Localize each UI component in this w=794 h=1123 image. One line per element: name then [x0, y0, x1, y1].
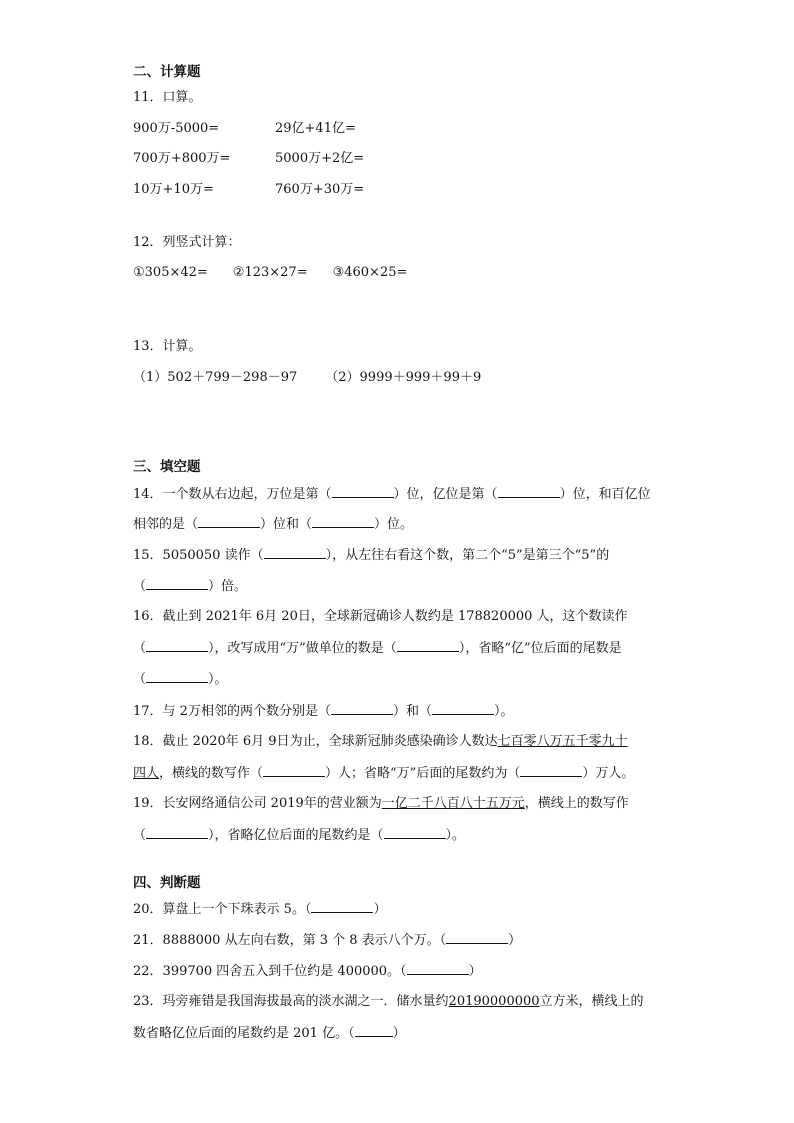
answer-blank[interactable]	[332, 485, 394, 498]
q12-item-2: ②123×27=	[232, 265, 308, 280]
q23-underlined-number: 20190000000	[448, 994, 540, 1009]
answer-blank[interactable]	[312, 515, 374, 528]
q16-text-e: （	[133, 672, 147, 687]
q14-text-d: 相邻的是（	[133, 517, 199, 532]
answer-blank[interactable]	[198, 515, 260, 528]
answer-blank[interactable]	[264, 546, 326, 559]
section-heading-calculation: 二、计算题	[133, 64, 201, 80]
q18-line-1	[133, 733, 628, 751]
q13-item-2: （2）9999＋999＋99＋9	[325, 370, 482, 385]
q11-item-5: 10万+10万=	[133, 182, 214, 197]
q14-line-2	[133, 515, 413, 534]
q14-text-e: ）位和（	[260, 517, 313, 532]
answer-blank[interactable]	[146, 577, 208, 590]
q14-text-f: ）位。	[374, 517, 414, 532]
answer-blank[interactable]	[397, 639, 459, 652]
q18-text-b: ，横线的数写作（	[159, 766, 264, 781]
answer-blank[interactable]	[498, 485, 560, 498]
q21-text-b: ）	[508, 933, 522, 948]
q22-text-a: 22．399700 四舍五入到千位约是 400000。（	[133, 964, 407, 979]
q11-item-3: 700万+800万=	[133, 151, 231, 166]
q15-line-1	[133, 546, 609, 565]
answer-blank[interactable]	[146, 826, 208, 839]
q19-text-b: ，横线上的数写作	[524, 796, 629, 811]
q19-text-d: ），省略亿位后面的尾数约是（	[208, 828, 384, 843]
q23-text-a: 23．玛旁雍错是我国海拔最高的淡水湖之一．储水量约	[133, 994, 449, 1009]
q11-title: 11．口算。	[133, 90, 202, 105]
q16-text-d: ），省略“亿”位后面的尾数是	[458, 641, 622, 656]
q12-item-3: ③460×25=	[332, 265, 408, 280]
q18-line-2	[133, 764, 634, 783]
q16-line-3	[133, 670, 228, 689]
q17-text-c: ）。	[493, 704, 514, 719]
q18-text-d: ）万人。	[582, 766, 635, 781]
q19-underlined-number: 一亿二千八百八十五万元	[381, 796, 525, 811]
answer-blank[interactable]	[146, 670, 208, 683]
section-heading-true-false: 四、判断题	[133, 875, 201, 891]
q13-title: 13．计算。	[133, 339, 202, 354]
q23-text-b: 立方米，横线上的	[539, 994, 644, 1009]
q11-item-2: 29亿+41亿=	[275, 121, 356, 136]
q14-text-c: ）位，和百亿位	[559, 487, 651, 502]
q19-text-e: ）。	[445, 828, 466, 843]
q14-text-a: 14．一个数从右边起，万位是第（	[133, 487, 332, 502]
q11-item-1: 900万-5000=	[133, 121, 220, 136]
q20-line	[133, 900, 386, 919]
answer-blank[interactable]	[446, 931, 508, 944]
q23-line-1	[133, 993, 644, 1011]
answer-blank[interactable]	[311, 900, 373, 913]
answer-blank[interactable]	[263, 764, 325, 777]
q16-line-1: 16．截止到 2021年 6月 20日，全球新冠确诊人数约是 178820000 人，这个数读作	[133, 609, 628, 624]
q12-title: 12．列竖式计算：	[133, 235, 241, 250]
q20-text-b: ）	[373, 902, 387, 917]
q22-line	[133, 962, 482, 981]
q20-text-a: 20．算盘上一个下珠表示 5。（	[133, 902, 312, 917]
q18-underlined-number-cont: 四人	[133, 766, 160, 781]
q19-line-1	[133, 795, 629, 813]
answer-blank[interactable]	[432, 702, 494, 715]
q23-text-d: ）	[392, 1026, 406, 1041]
q14-text-b: ）位，亿位是第（	[393, 487, 498, 502]
q17-line	[133, 702, 513, 721]
q15-text-b: ），从左往右看这个数，第二个“5”是第三个“5”的	[325, 548, 610, 563]
q16-text-f: ）。	[208, 672, 228, 687]
q17-text-b: ）和（	[392, 704, 432, 719]
answer-blank[interactable]	[146, 639, 208, 652]
q21-text-a: 21．8888000 从左向右数，第 3 个 8 表示八个万。（	[133, 933, 447, 948]
q16-text-b: （	[133, 641, 147, 656]
q21-line	[133, 931, 521, 950]
q15-text-a: 15．5050050 读作（	[133, 548, 264, 563]
q18-text-c: ）人；省略“万”后面的尾数约为（	[325, 766, 521, 781]
q15-line-2	[133, 577, 247, 596]
answer-blank[interactable]	[384, 826, 446, 839]
q17-text-a: 17．与 2万相邻的两个数分别是（	[133, 704, 331, 719]
answer-blank[interactable]	[520, 764, 582, 777]
q11-item-6: 760万+30万=	[275, 182, 365, 197]
answer-blank[interactable]	[331, 702, 393, 715]
answer-blank[interactable]	[407, 962, 469, 975]
q13-items	[133, 369, 481, 387]
q22-text-b: ）	[468, 964, 482, 979]
q16-text-c: ），改写成用“万”做单位的数是（	[208, 641, 397, 656]
q14-line-1	[133, 485, 651, 504]
q15-text-c: （	[133, 579, 147, 594]
q11-item-4: 5000万+2亿=	[275, 151, 365, 166]
q13-item-1: （1）502＋799－298－97	[133, 370, 298, 385]
q18-text-a: 18．截止 2020年 6月 9日为止，全球新冠肺炎感染确诊人数达	[133, 734, 498, 749]
q23-text-c: 数省略亿位后面的尾数约是 201 亿。（	[133, 1026, 355, 1041]
q19-text-a: 19．长安网络通信公司 2019年的营业额为	[133, 796, 382, 811]
q15-text-d: ）倍。	[208, 579, 248, 594]
q18-underlined-number: 七百零八万五千零九十	[497, 734, 628, 749]
q12-items	[133, 264, 407, 282]
q16-line-2	[133, 639, 622, 658]
q19-line-2	[133, 826, 465, 845]
q12-item-1: ①305×42=	[133, 265, 208, 280]
answer-blank[interactable]	[355, 1024, 393, 1037]
q23-line-2	[133, 1024, 406, 1043]
section-heading-fill-blanks: 三、填空题	[133, 459, 201, 475]
q19-text-c: （	[133, 828, 147, 843]
